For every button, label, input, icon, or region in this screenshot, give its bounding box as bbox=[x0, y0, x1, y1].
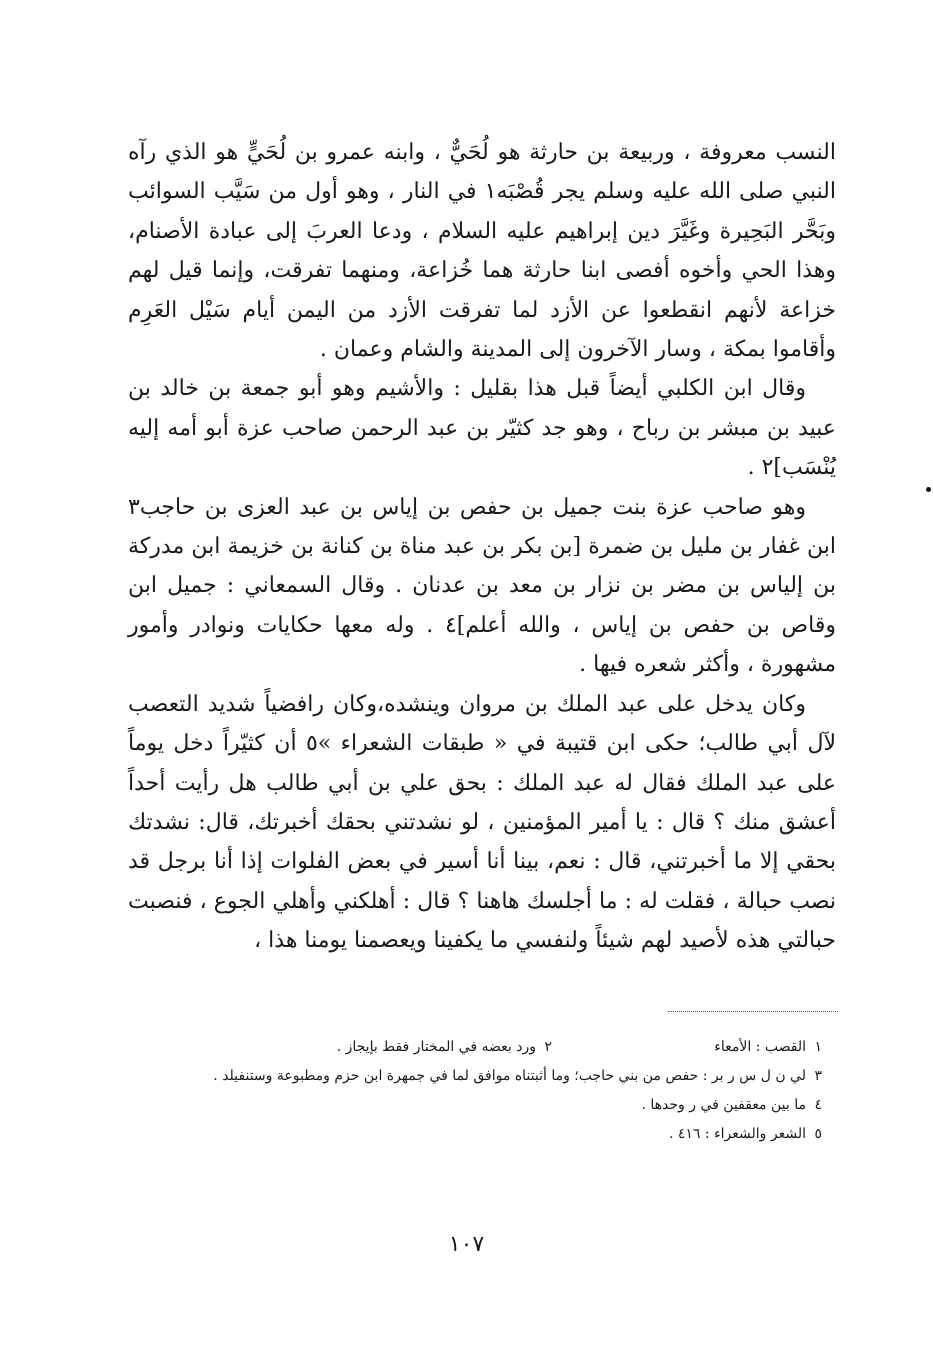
footnote-4 bbox=[128, 1095, 822, 1115]
footnote-row-1-2 bbox=[128, 1037, 822, 1057]
footnote-number: ٤ bbox=[814, 1097, 822, 1113]
footnote-number: ١ bbox=[814, 1039, 822, 1055]
margin-mark bbox=[926, 487, 931, 492]
footnotes bbox=[128, 1037, 822, 1153]
page-number: ١٠٧ bbox=[448, 1232, 485, 1257]
footnote-text: القصب : الأمعاء bbox=[714, 1039, 806, 1055]
footnote-number: ٥ bbox=[814, 1126, 822, 1142]
footnote-text: الشعر والشعراء : ٤١٦ . bbox=[668, 1126, 806, 1142]
footnote-text: ما بين معقفين في ر وحدها . bbox=[641, 1097, 806, 1113]
footnote-1 bbox=[552, 1037, 822, 1057]
footnote-separator bbox=[668, 1011, 838, 1012]
footnote-3 bbox=[128, 1066, 822, 1086]
main-text bbox=[128, 133, 836, 961]
paragraph-1: النسب معروفة ، وربيعة بن حارثة هو لُحَيٌّ ، وابنه عمرو بن لُحَيٍّ هو الذي رآه النبي صلى الله عليه وسلم يجر قُصْبَه١ في النار ، وهو أول من سَيَّب السوائب وبَحَّر البَحِيرة وغَيَّرَ دين إبراهيم عليه السلام ، ودعا العربَ إلى عبادة الأصنام، وهذا الحي وأخوه أفصى ابنا حارثة هما خُزاعة، ومنهما تفرقت، وإنما قيل لهم خزاعة لأنهم انقطعوا عن الأزد لما تفرقت الأزد من اليمن أيام سَيْل العَرِم وأقاموا بمكة ، وسار الآخرون إلى المدينة والشام وعمان . bbox=[128, 140, 836, 363]
paragraph-4: وكان يدخل على عبد الملك بن مروان وينشده،وكان رافضياً شديد التعصب لآل أبي طالب؛ حكى ابن قتيبة في « طبقات الشعراء »٥ أن كثيّراً دخل يوماً على عبد الملك فقال له عبد الملك : بحق علي بن أبي طالب هل رأيت أحداً أعشق منك ؟ قال : يا أمير المؤمنين ، لو نشدتني بحقك أخبرتك، قال: نشدتك بحقي إلا ما أخبرتني، قال : نعم، بينا أنا أسير في بعض الفلوات إذا أنا برجل قد نصب حبالة ، فقلت له : ما أجلسك هاهنا ؟ قال : أهلكني وأهلي الجوع ، فنصبت حبالتي هذه لأصيد لهم شيئاً ولنفسي ما يكفينا ويعصمنا يومنا هذا ، bbox=[128, 691, 836, 954]
paragraph-3: وهو صاحب عزة بنت جميل بن حفص بن إياس بن عبد العزى بن حاجب٣ ابن غفار بن مليل بن ضمرة [بن بكر بن عبد مناة بن كنانة بن خزيمة ابن مدركة بن إلياس بن مضر بن نزار بن معد بن عدنان . وقال السمعاني : جميل ابن وقاص بن حفص بن إياس ، والله أعلم]٤ . وله معها حكايات ونوادر وأمور مشهورة ، وأكثر شعره فيها . bbox=[128, 494, 836, 678]
footnote-5 bbox=[128, 1124, 822, 1144]
footnote-text: ورد بعضه في المختار فقط بإيجاز . bbox=[336, 1039, 536, 1055]
footnote-2 bbox=[282, 1037, 552, 1057]
footnote-number: ٣ bbox=[814, 1068, 822, 1084]
footnote-text: لي ن ل س ر بر : حفص من بني حاجب؛ وما أثبتناه موافق لما في جمهرة ابن حزم ومطبوعة وستنفيلد . bbox=[213, 1068, 806, 1084]
paragraph-2: وقال ابن الكلبي أيضاً قبل هذا بقليل : والأشيم وهو أبو جمعة بن خالد بن عبيد بن مبشر بن رباح ، وهو جد كثيّر بن عبد الرحمن صاحب عزة أبو أمه إليه يُنْسَب]٢ . bbox=[128, 376, 836, 481]
footnote-number: ٢ bbox=[544, 1039, 552, 1055]
